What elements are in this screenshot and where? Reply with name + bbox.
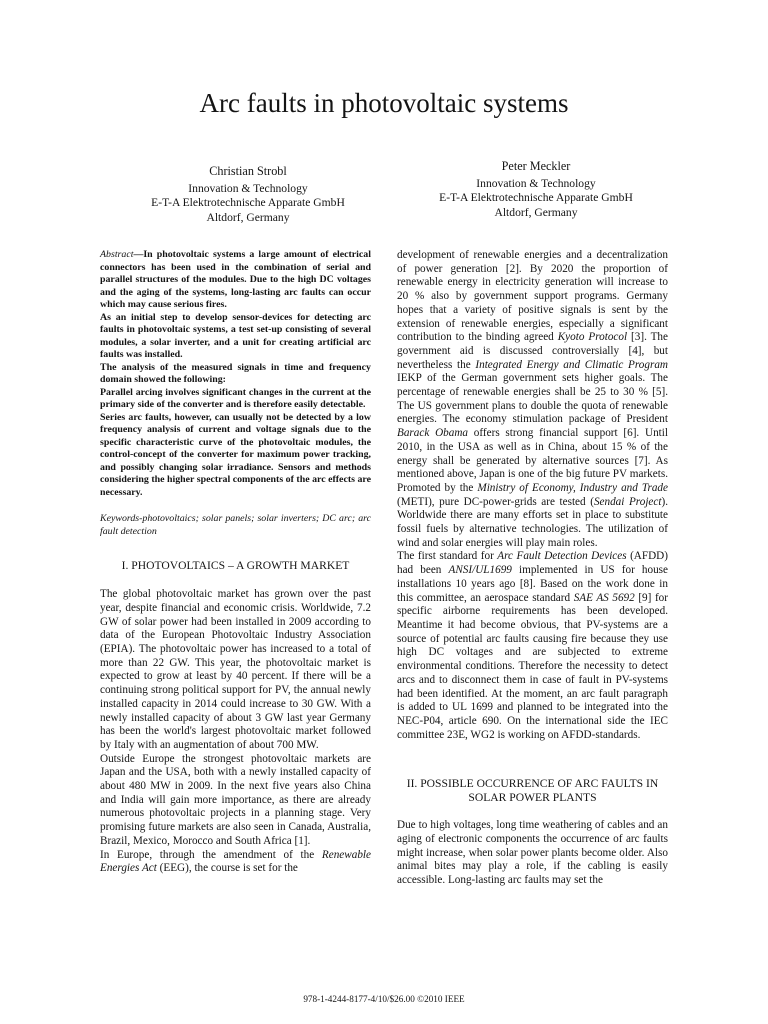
body-paragraph: development of renewable energies and a decentralization of power generation [2]. By 2020 the proportion of renewable energy in electricity generation will increase to 20 % also by government support programs. Germany hopes that a variety of positive signals is sent by the extension of renewable energies, especially a significant contribution to the binding agreed Kyoto Protocol [3]. The government aid is discussed controversially [4], but nevertheless the Integrated Energy and Climatic Program IEKP of the German government sets higher goals. The percentage of renewable energies shall be 25 to 30 % [5]. The US government plans to double the quota of renewable energies. The economy stimulation package of President Barack Obama offers strong financial support [6]. Until 2010, in the USA as well as in China, about 15 % of the energy shall be generated by alternative sources [7]. As mentioned above, Japan is one of the big future PV markets. Promoted by the Ministry of Economy, Industry and Trade (METI), pure DC-power-grids are tested (Sendai Project). Worldwide there are many efforts set in place to substitute fossil fuels by alternative technologies. The utilization of wind and solar energies will play main roles. (397, 249, 669, 549)
abstract-paragraph: The analysis of the measured signals in time and frequency domain showed the following: (100, 361, 371, 385)
author-name: Peter Meckler (501, 159, 571, 173)
paper-title: Arc faults in photovoltaic systems (199, 88, 569, 118)
author-location: Altdorf, Germany (206, 210, 290, 224)
abstract-paragraph: Series arc faults, however, can usually not be detected by a low frequency analysis of current and voltage signals due to the specific characteristic curve of the photovoltaic modules, the control-concept of the converter for maximum power tracking, and possibly changing solar irradiance. Sensors and methods considering the higher spectral components of the arc effects are necessary. (100, 411, 371, 498)
body-paragraph: In Europe, through the amendment of the Renewable Energies Act (EEG), the course is set for the (100, 848, 371, 875)
abstract-paragraph: As an initial step to develop sensor-devices for detecting arc faults in photovoltaic systems, a test set-up consisting of several modules, a solar inverter, and a unit for creating artificial arc faults was installed. (100, 311, 371, 360)
author-name: Christian Strobl (209, 164, 287, 178)
body-paragraph: The first standard for Arc Fault Detection Devices (AFDD) had been ANSI/UL1699 implemented in US for house installations 10 years ago [8]. Based on the work done in this committee, an aerospace standard SAE AS 5692 [9] for specific airborne requirements has been developed. Meantime it had become obvious, that PV-systems are a source of potential arc faults causing fire because they use high DC voltages and are subjected to extreme environmental conditions. Therefore the necessity to detect arcs and to disconnect them in case of fault in PV-systems had been identified. At the moment, an arc fault paragraph is added to UL 1699 and planned to be integrated into the NEC-P04, article 690. On the international side the IEC committee 23E, WG2 is working on AFDD-standards. (397, 550, 669, 741)
body-paragraph: Due to high voltages, long time weathering of cables and an aging of electronic components the occurrence of arc faults might increase, when solar power plants become older. Also animal bites may play a role, if the cabling is easily accessible. Long-lasting arc faults may set the (397, 819, 668, 887)
abstract-label: Abstract (100, 249, 134, 260)
keywords: Keywords-photovoltaics; solar panels; solar inverters; DC arc; arc fault detection (100, 513, 371, 537)
section-heading-1: I. PHOTOVOLTAICS – A GROWTH MARKET (121, 559, 350, 573)
abstract (100, 249, 371, 499)
author-department: Innovation & Technology (188, 181, 308, 195)
author-department: Innovation & Technology (476, 176, 596, 190)
body-paragraph: The global photovoltaic market has grown over the past year, despite financial and economic crisis. Worldwide, 7.2 GW of solar power had been installed in 2009 according to data of the European Photovoltaic Industry Association (EPIA). The photovoltaic power has increased to a total of more than 22 GW. This year, the photovoltaic market is expected to grow at least by 40 percent. If there will be a continuing strong political support for PV, the annual newly installed capacity in 2014 could increase to 30 GW. With a newly installed capacity of about 3 GW last year Germany has been the world's largest photovoltaic market followed by Italy with an augmentation of about 700 MW. (100, 588, 371, 751)
abstract-paragraph: Abstract—In photovoltaic systems a large amount of electrical connectors has been used in the combination of serial and parallel structures of the modules. Due to the high DC voltages and the aging of the systems, long-lasting arc faults can occur which may cause serious fires. (100, 249, 371, 310)
author-block-2 (386, 159, 686, 220)
body-paragraph: Outside Europe the strongest photovoltaic markets are Japan and the USA, both with a newly installed capacity of about 480 MW in 2009. In the next five years also China and India will gain more importance, as there are already numerous photovoltaic projects in a planning stage. Very promising future markets are also seen in Canada, Australia, Brazil, Mexico, Morocco and South Africa [1]. (100, 752, 371, 847)
author-organization: E-T-A Elektrotechnische Apparate GmbH (151, 196, 345, 210)
right-column (397, 249, 668, 888)
author-organization: E-T-A Elektrotechnische Apparate GmbH (439, 191, 633, 205)
section-heading-2: II. POSSIBLE OCCURRENCE OF ARC FAULTS IN SOLAR POWER PLANTS (406, 777, 659, 805)
author-block-1 (98, 164, 398, 225)
left-column (100, 249, 371, 876)
author-location: Altdorf, Germany (494, 205, 578, 219)
abstract-paragraph: Parallel arcing involves significant changes in the current at the primary side of the converter and is therefore easily detectable. (100, 386, 371, 410)
abstract-dash: — (133, 249, 144, 260)
copyright-footer: 978-1-4244-8177-4/10/$26.00 ©2010 IEEE (303, 994, 465, 1004)
